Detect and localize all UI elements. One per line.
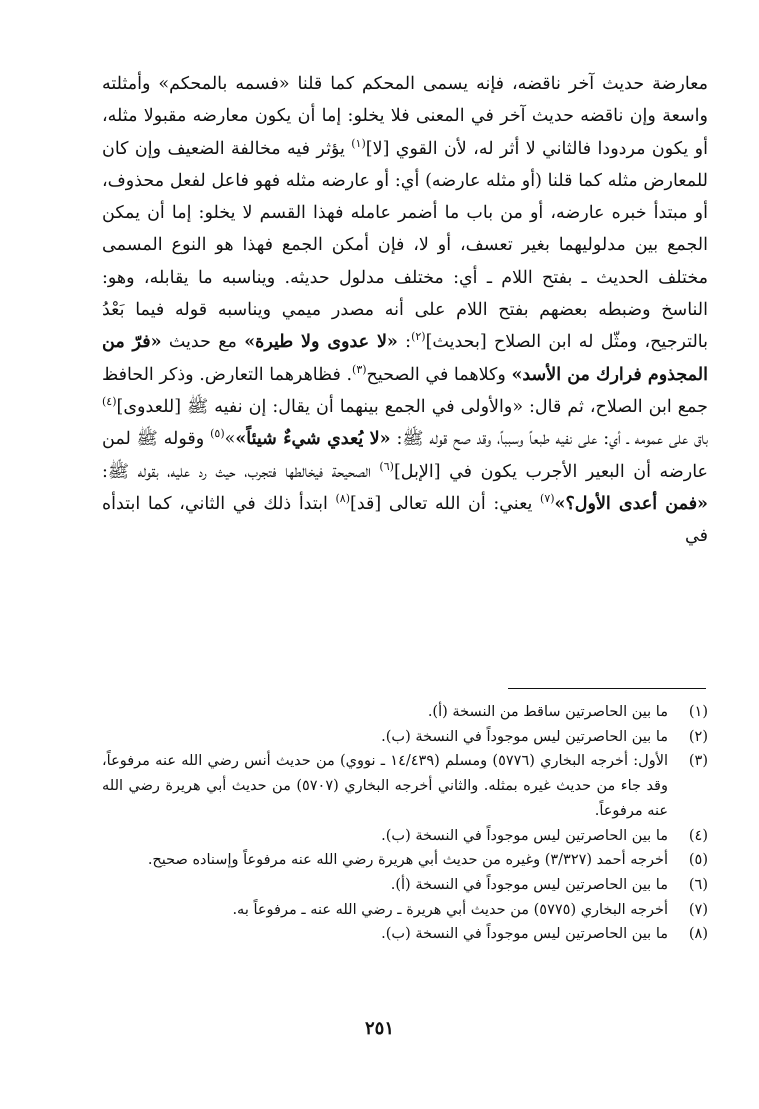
footnote-number: (٨) [688,926,708,943]
footnote-text: ما بين الحاصرتين ليس موجوداً في النسخة (ب). [381,728,668,745]
hadith-quote: «لا يُعدي شيءٌ شيئاً» [235,429,391,450]
footnotes-section [102,700,708,947]
footnote-separator [508,688,706,689]
hadith-quote: «فرّ من المجذوم فرارك من الأسد» [102,332,708,385]
text-segment: باق على عمومه ـ أي: على نفيه طبعاً وسبباً، وقد صح قوله ﷺ: [390,429,708,450]
footnote-item [102,873,708,898]
footnote-text: ما بين الحاصرتين ليس موجوداً في النسخة (ب). [381,926,668,943]
footnote-number: (٤) [688,827,708,844]
footnote-number: (٣) [688,753,708,770]
main-paragraph [102,68,708,552]
footnote-item [102,922,708,947]
footnote-ref-2: (٢) [411,330,426,344]
hadith-quote: «فمن أعدى الأول؟» [554,493,708,514]
text-segment: الصحيحة فيخالطها فتجرب، حيث رد عليه، بقوله ﷺ: [102,461,380,482]
footnote-ref-6: (٦) [379,459,394,473]
footnote-number: (٥) [688,852,708,869]
hadith-quote: «لا عدوى ولا طيرة» [244,332,398,353]
text-segment: مع حديث [161,332,245,353]
footnote-ref-8: (٨) [335,492,351,506]
text-segment: يؤثر فيه مخالفة الضعيف وإن كان للمعارض مثله كما قلنا (أو مثله عارضه) أي: أو عارضه مثله فهو فاعل لفعل محذوف، أو مبتدأ خبره عارضه، أو من باب ما أضمر عامله فهذا القسم لا يخلو: إما أن يمكن الجمع بين مدلوليهما بغير تعسف، أو لا، فإن أمكن الجمع فهذا هو النوع المسمى مختلف الحديث ـ بفتح اللام ـ أي: مختلف مدلول حديثه. ويناسبه ما يقابله، وهو: الناسخ وضبطه بعضهم بفتح اللام على أنه مصدر ميمي ويناسبه قوله فيما بَعْدُ بالترجيح، ومثّل له ابن الصلاح [بحديث] [102,138,708,353]
footnote-number: (٦) [688,876,708,893]
text-segment: : [397,332,412,353]
footnote-item [102,725,708,750]
text-segment: يعني: أن الله تعالى [قد] [350,493,541,514]
footnote-ref-3: (٣) [352,362,367,376]
text-segment: وقوله ﷺ لمن عارضه أن البعير الأجرب يكون في [الإبل] [102,429,708,482]
page-number: ٢٥١ [364,1018,394,1039]
footnote-ref-4: (٤) [102,395,117,409]
footnote-item [102,848,708,873]
text-segment: وكلاهما في الصحيح [366,364,512,385]
footnote-text: ما بين الحاصرتين ساقط من النسخة (أ). [427,704,668,720]
text-segment: ابتدأ ذلك في الثاني، كما ابتدأه في [102,493,708,547]
footnote-text: الأول: أخرجه البخاري (٥٧٧٦) ومسلم (١٤/٤٣٩ ـ نووي) من حديث أنس رضي الله عنه مرفوعاً، وقد جاء من حديث غيره بمثله. والثاني أخرجه البخاري (٥٧٠٧) من حديث أبي هريرة رضي الله عنه مرفوعاً. [102,753,669,819]
text-segment: معارضة حديث آخر ناقضه، فإنه يسمى المحكم كما قلنا «فسمه بالمحكم» وأمثلته واسعة وإن ناقضه حديث آخر في المعنى فلا يخلو: إما أن يكون معارضه مقبولا مثله، أو يكون مردودا فالثاني لا أثر له، لأن القوي [لا] [102,74,708,159]
footnote-item [102,749,708,823]
footnote-text: ما بين الحاصرتين ليس موجوداً في النسخة (أ). [390,876,668,893]
text-segment: » [224,429,236,450]
footnote-item [102,898,708,923]
footnote-item [102,824,708,849]
footnote-number: (٧) [688,901,708,918]
footnote-ref-5: (٥) [210,427,225,441]
footnote-text: ما بين الحاصرتين ليس موجوداً في النسخة (ب). [381,827,668,844]
footnote-ref-1: (١) [351,136,366,150]
footnote-ref-7: (٧) [540,492,555,506]
main-text [102,68,708,552]
footnote-number: (١) [688,704,708,720]
footnote-item [102,700,708,725]
footnote-text: أخرجه أحمد (٣/٣٢٧) وغيره من حديث أبي هريرة رضي الله عنه مرفوعاً وإسناده صحيح. [147,852,668,869]
footnote-number: (٢) [688,728,708,745]
text-segment: . فظاهرهما التعارض. وذكر الحافظ جمع ابن الصلاح، ثم قال: «والأولى في الجمع بينهما أن يقال: إن نفيه ﷺ [للعدوى] [102,364,708,417]
footnote-text: أخرجه البخاري (٥٧٧٥) من حديث أبي هريرة ـ رضي الله عنه ـ مرفوعاً به. [232,901,668,918]
